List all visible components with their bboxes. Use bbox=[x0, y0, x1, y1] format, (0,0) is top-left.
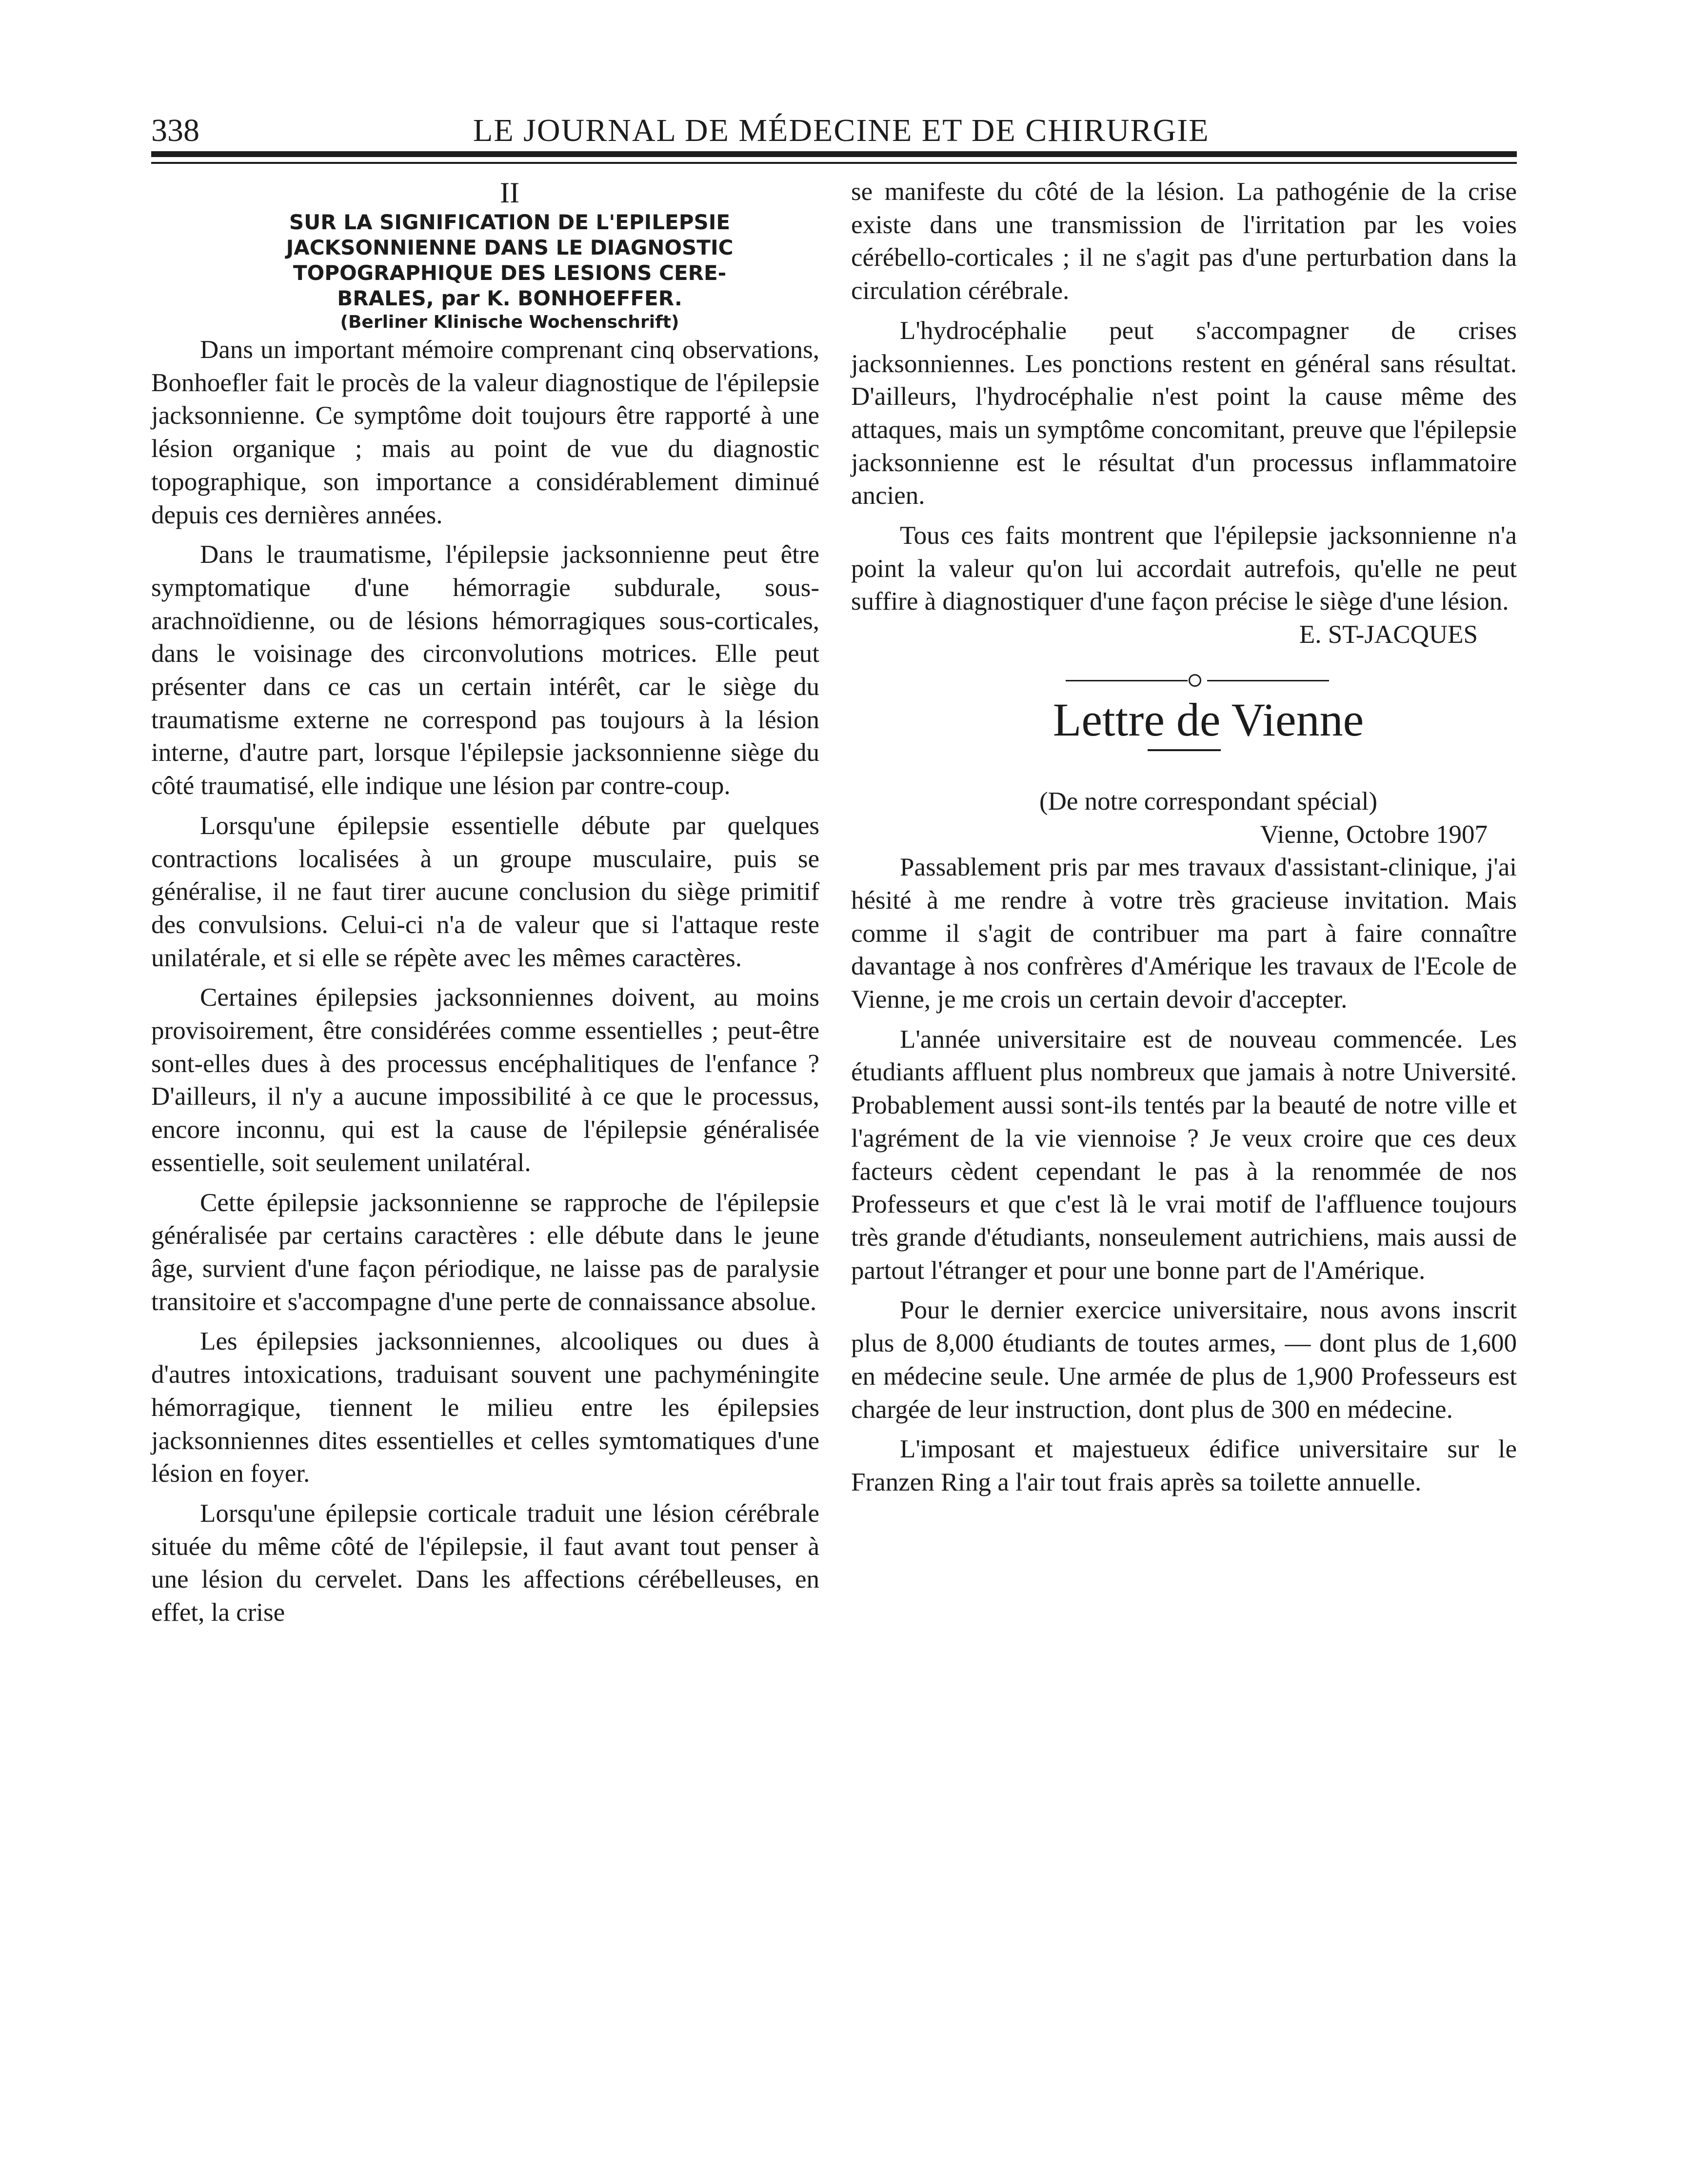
paragraph-continuation: se manifeste du côté de la lésion. La pathogénie de la crise existe dans une transmission de l'irritation par les voies cérébello-corticales ; il ne s'agit pas d'une perturbation dans la circulation cérébrale. bbox=[851, 178, 1517, 305]
article-title-line-2: JACKSONNIENNE DANS LE DIAGNOSTIC bbox=[286, 236, 734, 259]
left-column bbox=[151, 176, 819, 1630]
paragraph: Passablement pris par mes travaux d'assistant-clinique, j'ai hésité à me rendre à votre très gracieuse invitation. Mais comme il s'agit de contribuer ma part à faire connaître davantage à nos confrères d'Amérique les travaux de l'Ecole de Vienne, je me crois un certain devoir d'accepter. bbox=[851, 853, 1517, 1014]
paragraph: Pour le dernier exercice universitaire, nous avons inscrit plus de 8,000 étudiants de toutes armes, — dont plus de 1,600 en médecine seule. Une armée de plus de 1,900 Professeurs est chargée de leur instruction, dont plus de 300 en médecine. bbox=[851, 1296, 1517, 1424]
paragraph: Les épilepsies jacksonniennes, alcooliques ou dues à d'autres intoxications, traduisant souvent une pachyméningite hémorragique, tiennent le milieu entre les épilepsies jacksonniennes dites essentielles et celles symtomatiques d'une lésion en foyer. bbox=[151, 1327, 819, 1488]
paragraph: Lorsqu'une épilepsie essentielle débute par quelques contractions localisées à un groupe musculaire, puis se généralise, il ne faut tirer aucune conclusion du siège primitif des convulsions. Celui-ci n'a de valeur que si l'attaque reste unilatérale, et si elle se répète avec les mêmes caractères. bbox=[151, 811, 819, 972]
paragraph: Dans le traumatisme, l'épilepsie jacksonnienne peut être symptomatique d'une hémorragie subdurale, sous-arachnoïdienne, ou de lésions hémorragiques sous-corticales, dans le voisinage des circonvolutions motrices. Elle peut présenter dans ce cas un certain intérêt, car le siège du traumatisme externe ne correspond pas toujours à la lésion interne, d'autre part, lorsque l'épilepsie jacksonnienne siège du côté traumatisé, elle indique une lésion par contre-coup. bbox=[151, 540, 819, 800]
journal-title: LE JOURNAL DE MÉDECINE ET DE CHIRURGIE bbox=[473, 113, 1210, 148]
section-separator bbox=[1066, 671, 1329, 691]
paragraph: L'hydrocéphalie peut s'accompagner de crises jacksonniennes. Les ponctions restent en général sans résultat. D'ailleurs, l'hydrocéphalie n'est point la cause même des attaques, mais un symptôme concomitant, preuve que l'épilepsie jacksonnienne est le résultat d'un processus inflammatoire ancien. bbox=[851, 316, 1517, 510]
section-number: II bbox=[500, 177, 519, 209]
article-title-line-1: SUR LA SIGNIFICATION DE L'EPILEPSIE bbox=[289, 210, 731, 234]
article-title-line-3: TOPOGRAPHIQUE DES LESIONS CERE- bbox=[293, 261, 727, 285]
header-rule-thin bbox=[151, 162, 1517, 164]
article-source: (Berliner Klinische Wochenschrift) bbox=[340, 312, 679, 332]
paragraph: L'année universitaire est de nouveau commencée. Les étudiants affluent plus nombreux que jamais à notre Université. Probablement aussi sont-ils tentés par la beauté de notre ville et l'agrément de la vie viennoise ? Je veux croire que ces deux facteurs cèdent cependant le pas à la renommée de nos Professeurs et que c'est là le vrai motif de l'affluence toujours très grande d'étudiants, nonseulement autrichiens, mais aussi de partout l'étranger et pour une bonne part de l'Amérique. bbox=[851, 1025, 1517, 1285]
paragraph: Certaines épilepsies jacksonniennes doivent, au moins provisoirement, être considérées comme essentielles ; peut-être sont-elles dues à des processus encéphalitiques de l'enfance ? D'ailleurs, il n'y a aucune impossibilité à ce que le processus, encore inconnu, qui est la cause de l'épilepsie généralisée essentielle, soit seulement unilatéral. bbox=[151, 983, 819, 1177]
article-title-line-4: BRALES, par K. BONHOEFFER. bbox=[337, 286, 682, 310]
paragraph: L'imposant et majestueux édifice universitaire sur le Franzen Ring a l'air tout frais après sa toilette annuelle. bbox=[851, 1435, 1517, 1496]
page-number: 338 bbox=[151, 113, 199, 148]
letter-heading: Lettre de Vienne bbox=[1053, 693, 1364, 746]
paragraph: Lorsqu'une épilepsie corticale traduit une lésion cérébrale située du même côté de l'épilepsie, il faut avant tout penser à une lésion du cervelet. Dans les affections cérébelleuses, en effet, la crise bbox=[151, 1499, 819, 1627]
header-rule-thick bbox=[151, 151, 1517, 157]
page-header bbox=[151, 113, 1546, 148]
right-column bbox=[851, 176, 1517, 1499]
paragraph: Cette épilepsie jacksonnienne se rapproche de l'épilepsie généralisée par certains caractères : elle débute dans le jeune âge, survient d'une façon périodique, ne laisse pas de paralysie transitoire et s'accompagne d'une perte de connaissance absolue. bbox=[151, 1188, 819, 1316]
paragraph: Tous ces faits montrent que l'épilepsie jacksonnienne n'a point la valeur qu'on lui accordait autrefois, qu'elle ne peut suffire à diagnostiquer d'une façon précise le siège d'une lésion. bbox=[851, 521, 1517, 616]
author-signature: E. ST-JACQUES bbox=[1299, 620, 1478, 649]
paragraph: Dans un important mémoire comprenant cinq observations, Bonhoefler fait le procès de la valeur diagnostique de l'épilepsie jacksonnienne. Ce symptôme doit toujours être rapporté à une lésion organique ; mais au point de vue du diagnostic topographique, son importance a considérablement diminué depuis ces dernières années. bbox=[151, 336, 819, 529]
heading-rule bbox=[1148, 749, 1221, 751]
correspondent-note: (De notre correspondant spécial) bbox=[1039, 787, 1378, 816]
dateline: Vienne, Octobre 1907 bbox=[1260, 820, 1488, 849]
